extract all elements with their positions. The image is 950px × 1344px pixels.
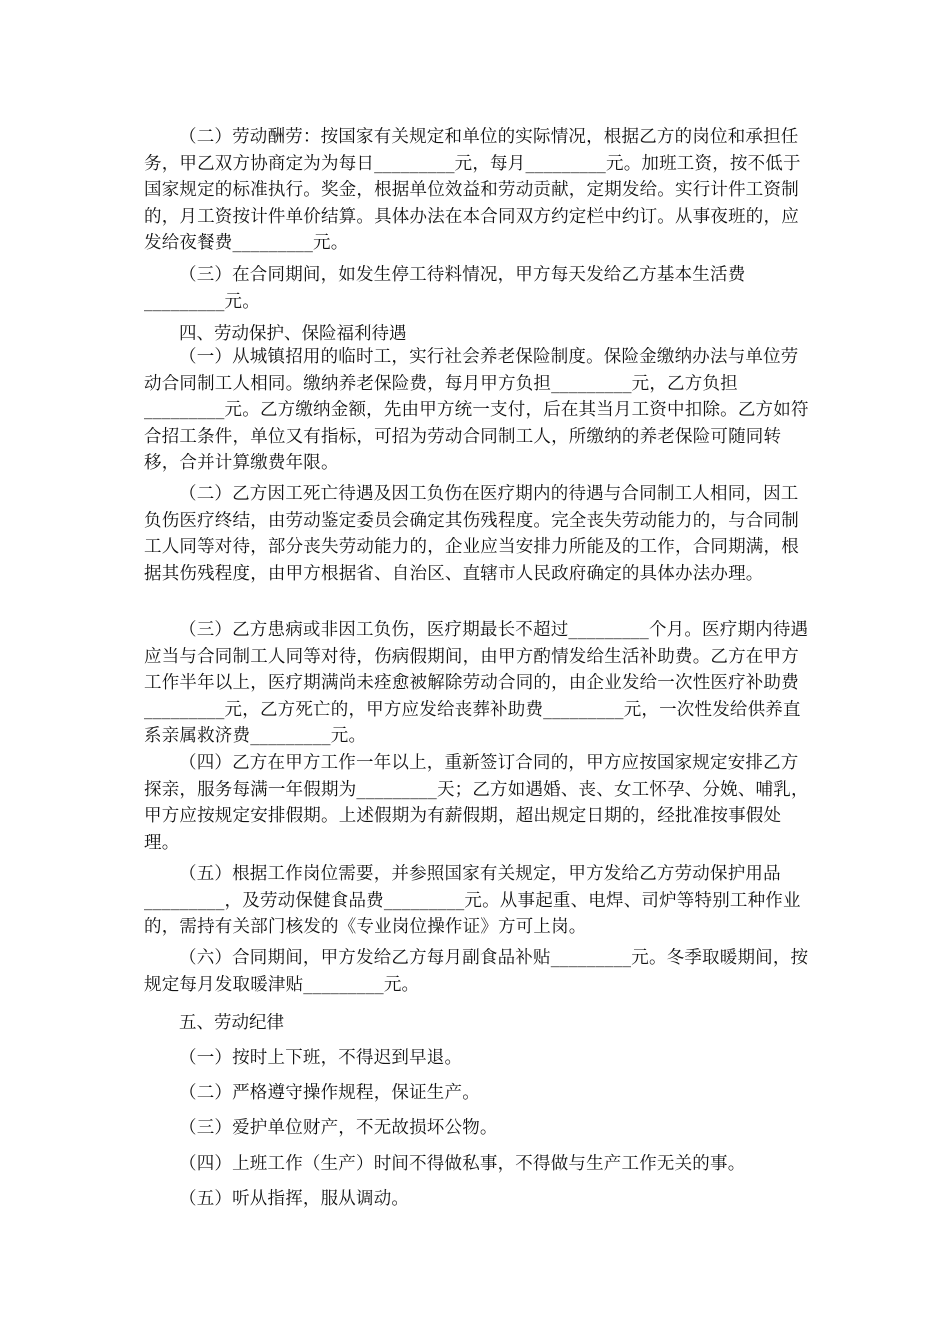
- paragraph-leave: （四）乙方在甲方工作一年以上，重新签订合同的，甲方应按国家规定安排乙方探亲，服务每满一年假期为_________天；乙方如遇婚、丧、女工怀孕、分娩、哺乳，甲方应按规定安排假期。上述假期为有薪假期，超出规定日期的，经批准按事假处理。: [144, 753, 809, 853]
- discipline-item-5: （五）听从指挥，服从调动。: [179, 1189, 410, 1209]
- discipline-item-1: （一）按时上下班，不得迟到早退。: [179, 1048, 463, 1068]
- paragraph-illness: （三）乙方患病或非因工负伤，医疗期最长不超过_________个月。医疗期内待遇应当与合同制工人同等对待，伤病假期间，由甲方酌情发给生活补助费。乙方在甲方工作半年以上，医疗期满尚未痊愈被解除劳动合同的，由企业发给一次性医疗补助费_________元，乙方死亡的，甲方应发给丧葬补助费_________元，一次性发给供养直系亲属救济费_________元。: [144, 620, 809, 746]
- paragraph-protection: （五）根据工作岗位需要，并参照国家有关规定，甲方发给乙方劳动保护用品_________，及劳动保健食品费_________元。从事起重、电焊、司炉等特别工种作业的，需持有关部门核发的《专业岗位操作证》方可上岗。: [144, 864, 801, 937]
- discipline-item-4: （四）上班工作（生产）时间不得做私事，不得做与生产工作无关的事。: [179, 1154, 746, 1174]
- section-heading-4: 四、劳动保护、保险福利待遇: [179, 324, 407, 344]
- section-heading-5: 五、劳动纪律: [179, 1013, 284, 1033]
- paragraph-subsidy: （六）合同期间，甲方发给乙方每月副食品补贴_________元。冬季取暖期间，按规定每月发取暖津贴_________元。: [144, 948, 809, 995]
- discipline-item-2: （二）严格遵守操作规程，保证生产。: [179, 1083, 480, 1103]
- paragraph-pension: （一）从城镇招用的临时工，实行社会养老保险制度。保险金缴纳办法与单位劳动合同制工人相同。缴纳养老保险费，每月甲方负担_________元，乙方负担_________元。乙方缴纳金额，先由甲方统一支付，后在其当月工资中扣除。乙方如符合招工条件，单位又有指标，可招为劳动合同制工人，所缴纳的养老保险可随同转移，合并计算缴费年限。: [144, 347, 809, 473]
- discipline-item-3: （三）爱护单位财产，不无故损坏公物。: [179, 1118, 498, 1138]
- paragraph-wage: （二）劳动酬劳：按国家有关规定和单位的实际情况，根据乙方的岗位和承担任务，甲乙双方协商定为为每日_________元，每月_________元。加班工资，按不低于国家规定的标准执行。奖金，根据单位效益和劳动贡献，定期发给。实行计件工资制的，月工资按计件单价结算。具体办法在本合同双方约定栏中约订。从事夜班的，应发给夜餐费_________元。: [144, 127, 801, 253]
- paragraph-injury: （二）乙方因工死亡待遇及因工负伤在医疗期内的待遇与合同制工人相同，因工负伤医疗终结，由劳动鉴定委员会确定其伤残程度。完全丧失劳动能力的，与合同制工人同等对待，部分丧失劳动能力的，企业应当安排力所能及的工作，合同期满，根据其伤残程度，由甲方根据省、自治区、直辖市人民政府确定的具体办法办理。: [144, 484, 799, 584]
- paragraph-work-stoppage: （三）在合同期间，如发生停工待料情况，甲方每天发给乙方基本生活费_________元。: [144, 265, 746, 312]
